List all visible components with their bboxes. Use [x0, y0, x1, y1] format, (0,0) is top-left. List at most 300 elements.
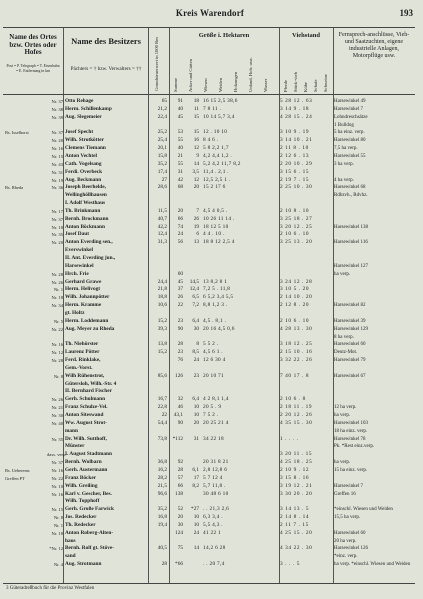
cell-nr: Nr. 37 [51, 99, 63, 104]
cell-rest: 5,7 11,8 . [203, 482, 226, 489]
cell-ak: 19 [193, 223, 199, 230]
cell-note: 12 ha verp. [334, 405, 357, 411]
cell-nr: Nr. 26 [51, 279, 63, 285]
cell-note: Harsewinkel 49 [334, 99, 366, 104]
cell-nr: Nr. 22 [51, 326, 63, 332]
cell-sum: 138 [175, 490, 183, 497]
cell-nr: Nr. 28 [51, 358, 63, 364]
cell-ak: 8,2 [192, 482, 199, 489]
cell-name: Herm. Helivogt [65, 286, 101, 293]
cell-wert: 13,8 [157, 341, 167, 348]
cell-wert: 11,5 [157, 207, 167, 214]
cell-sum: 40 [177, 105, 183, 112]
cell-sum: 22 [177, 302, 183, 309]
cell-vieh: 5 28 12 . 63 [280, 98, 313, 104]
table-row [3, 294, 415, 301]
table-row [3, 514, 415, 521]
cell-note: Harsewinkel 60 [334, 530, 366, 536]
cell-name: Karl v. Gescher, Bes. [65, 490, 112, 497]
cell-ak: 15 [193, 113, 199, 120]
table-row [3, 208, 415, 215]
cell-note: Harsewinkel 138 [334, 224, 369, 230]
cell-rest: 4 2 8,1 1,4 [203, 396, 229, 403]
cell-wert: 40,5 [157, 545, 167, 552]
cell-name: Wilh. Greiling [65, 482, 98, 489]
cell-rest: 4,5 4 0,5 . [203, 207, 228, 214]
cell-ort: Bs. Isselhorst [5, 130, 29, 136]
cell-vieh: 2 10 9 . 12 [280, 466, 310, 473]
cell-vieh: 2 25 10 . 30 [280, 184, 313, 191]
cell-name: Bernh. Rolf gt. Stöve- [65, 545, 114, 552]
col-vieh-header: Viehstand [292, 32, 320, 39]
cell-nr: Nr. 22 [51, 475, 63, 481]
cell-nr: Nr. 43 [51, 161, 63, 167]
cell-vieh: 2 14 10 . 20 [280, 294, 313, 301]
cell-note: 8 ha verp. [334, 334, 354, 340]
cell-ak: 16 [193, 137, 199, 144]
cell-sum: 52 [177, 506, 183, 513]
cell-rest: 2,8 12,8 6 [203, 466, 228, 473]
cell-note: *einschl. Wiesen und Weiden [334, 507, 393, 513]
cell-ak: 23 [193, 372, 199, 379]
vieh-sub-header: Stück-vieh [293, 72, 298, 92]
cell-sum: 55 [177, 160, 183, 167]
cell-name: Aug. Beckmann [65, 176, 102, 183]
cell-nr: Nr. 18 [51, 224, 63, 230]
cell-rest: 15 2 17 6 [203, 184, 226, 191]
cell-name: Herm. Loddemann [65, 317, 109, 324]
cell-wert: 16,2 [157, 466, 167, 473]
cell-note: Greffen 16 [334, 491, 356, 497]
cell-vieh: 3 19 12 . 21 [280, 482, 313, 489]
cell-note: Harsewinkel 68 [334, 185, 366, 191]
cell-wert: 19,4 [157, 521, 167, 528]
cell-rest: 41 22 1 [203, 529, 221, 536]
cell-vieh: 3 10 5 . 20 [280, 286, 310, 293]
table-row [3, 184, 415, 191]
cell-note: Harsewinkel 60 [334, 342, 366, 348]
cell-vieh: 2 12 8 . 20 [280, 302, 310, 309]
table-row [3, 334, 415, 341]
cell-wert: 31,3 [157, 239, 167, 246]
cell-nr: Nr. 21 [51, 405, 63, 411]
cell-name: II. Ant. Everding jun., [65, 255, 116, 261]
cell-ort: Bs. Rheda [5, 185, 24, 191]
cell-ak: 7 [196, 207, 199, 214]
cell-rest: 10 14 5,7 3,4 [203, 113, 235, 120]
cell-wert: 28 [161, 561, 167, 568]
cell-wert: 27 [161, 176, 167, 183]
cell-vieh: 2 11 7 . 15 [280, 521, 309, 528]
cell-note: 3 ha verp. [334, 161, 354, 167]
cell-wert: 21,5 [157, 482, 167, 489]
register-table [3, 27, 415, 584]
cell-nr: Nr. 35 [51, 436, 63, 442]
cell-vieh: 2 18 11 . 19 [280, 404, 313, 411]
table-row [3, 255, 415, 262]
cell-wert: 39,3 [157, 325, 167, 332]
cell-rest: 5 5 2 . [203, 341, 219, 348]
cell-ak: 12 [193, 176, 199, 183]
vieh-sub-header: Pferde [283, 80, 288, 92]
cell-nr: Nr. 19 [51, 177, 63, 183]
cell-nr: Nr. 37 [51, 460, 63, 466]
table-row [3, 239, 415, 246]
cell-rest: 30 48 6 10 [203, 490, 229, 497]
cell-name: Jos. Redecker [65, 514, 97, 521]
cell-nr: Nr. 16 [51, 342, 63, 348]
cell-ak: 11 [193, 105, 199, 112]
table-row [3, 506, 415, 513]
cell-note: Harsewinkel 79 [334, 358, 366, 364]
cell-name: Anton Vechtel [65, 152, 97, 159]
cell-name: Cath. Vogelsang [65, 160, 102, 167]
cell-wert: 15,2 [157, 317, 167, 324]
cell-ak: 18 [193, 98, 199, 104]
cell-sum: 45 [177, 113, 183, 120]
cell-rest: 12 6 30 4 [203, 357, 226, 364]
cell-sum: 68 [177, 184, 183, 191]
cell-note: 18 ha einz. verp. [334, 428, 368, 434]
cell-nr: Nr. 26 [51, 397, 63, 403]
cell-note: Harsewinkel 67 [334, 373, 366, 379]
cell-wert: 18,8 [157, 294, 167, 301]
cell-rest: 4,5 6 1 . [203, 349, 223, 356]
table-row [3, 318, 415, 325]
table-row [3, 388, 415, 395]
cell-ak: *27 [191, 506, 199, 513]
cell-nr: Nr. 28 [51, 271, 63, 277]
cell-note: 15,5 ha verp. [334, 515, 361, 521]
cell-wert: 12,4 [157, 231, 167, 238]
cell-ak: 10 [193, 404, 199, 411]
cell-name: II. Bernhard Fischer [65, 388, 112, 395]
cell-nr: Nr. 12 [51, 350, 63, 356]
groesse-sub-header: Unland, Hofr. usw. [248, 57, 253, 92]
cell-name: Bernh. Wolbarn [65, 459, 102, 466]
col-groesse-header: Größe i. Hektaren [198, 32, 250, 39]
cell-nr: Nr. 8 [53, 373, 63, 379]
cell-nr: Nr. 40 [51, 420, 63, 426]
cell-rest: 8,8 1,2 3 . [203, 302, 228, 309]
table-row [3, 467, 415, 474]
cell-name: Gütersloh, Wilh.-Str. 4 [65, 380, 117, 387]
cell-ak: 8 [196, 341, 199, 348]
table-row [3, 106, 415, 113]
cell-vieh: 2 20 10 . 29 [280, 160, 313, 167]
table-row [3, 169, 415, 176]
cell-rest: 4,5 . 8,1 . [203, 317, 227, 324]
cell-rest: 12 . 10 10 [203, 129, 228, 136]
cell-note: 7,5 ha verp. [334, 146, 358, 152]
cell-name: Aug. Strotmann [65, 561, 102, 568]
cell-wert: 28,6 [157, 184, 167, 191]
cell-rest: 7 5 2 . [203, 412, 219, 418]
cell-sum: 90 [177, 325, 183, 332]
cell-wert: 22,4 [157, 113, 167, 120]
table-row [3, 200, 415, 207]
col-ort-legend: Post = P. Telegraph = T. Eisenbahn = E. Entfernung in km [6, 64, 60, 73]
cell-rest: 20 31 8 21 [203, 459, 229, 466]
cell-nr: Nr. 5 [53, 318, 63, 324]
cell-note: *einz. verp. [334, 554, 358, 560]
groesse-sub-header: Summe [173, 77, 178, 92]
table-row [3, 177, 415, 184]
cell-rest: 16 15 2,5 38,6 [203, 98, 238, 104]
cell-sum: *66 [175, 561, 183, 568]
cell-ak: 13 [193, 239, 199, 246]
table-row [3, 459, 415, 466]
cell-name: Gem.-Vorst. [65, 364, 93, 371]
cell-ak: 14 [193, 160, 199, 167]
cell-name: I. Adolf Westhaus [65, 200, 106, 207]
cell-name: Aug. Slegemeier [65, 113, 102, 120]
cell-vieh: 3 30 20 . 20 [280, 490, 313, 497]
cell-rest: 18 12 5 10 [203, 223, 229, 230]
groesse-sub-header: Wasser [263, 78, 268, 92]
cell-name: Gerhard Grawe [65, 278, 102, 285]
cell-ak: 26 [193, 215, 199, 222]
cell-vieh: 3 14 10 . 21 [280, 137, 313, 144]
table-row [3, 491, 415, 498]
cell-vieh: 3 . . . 5 [280, 561, 300, 568]
table-row [3, 326, 415, 333]
cell-nr: Nr. 39 [51, 114, 63, 120]
table-row [3, 286, 415, 293]
cell-sum: 74 [177, 223, 183, 230]
cell-sum: 126 [175, 372, 183, 379]
cell-note: 15 ha einz. verp. [334, 467, 368, 473]
cell-ak: 8,5 [192, 349, 199, 356]
table-row [3, 145, 415, 152]
cell-name: Clemens Tiemann [65, 145, 106, 152]
cell-name: Th. Niehörster [65, 341, 99, 348]
table-row [3, 302, 415, 309]
cell-sum: 20 [177, 514, 183, 521]
cell-rest: 20 5 . 9 [203, 404, 222, 411]
cell-rest: 5,2 4,2 11,7 8,2 [203, 160, 241, 167]
cell-vieh: 2 11 8 . 10 [280, 145, 309, 152]
cell-vieh: 3 24 12 . 28 [280, 278, 313, 285]
cell-name: Herm. Kramme [65, 302, 102, 309]
cell-vieh: 4 25 18 . 25 [280, 459, 313, 466]
cell-vieh: 3 20 12 . 25 [280, 223, 313, 230]
cell-rest: 12,5 2,5 1 . [203, 176, 231, 183]
cell-name: Bernh. Brockmann [65, 215, 109, 222]
table-row [3, 263, 415, 270]
cell-rest: 5 7 12 4 [203, 474, 223, 481]
table-row [3, 475, 415, 482]
cell-wert: 36,8 [157, 459, 167, 466]
cell-sum: 91 [177, 98, 183, 104]
cell-nr: Nr. 16 [51, 467, 63, 473]
table-row [3, 381, 415, 388]
cell-note: Harsewinkel 39 [334, 318, 366, 324]
table-row [3, 412, 415, 419]
cell-wert: 96,6 [157, 490, 167, 497]
cell-name: Joseph Beerhelde, [65, 184, 106, 191]
cell-sum: 76 [177, 357, 183, 364]
cell-rest: . . 20 7,4 [203, 561, 225, 568]
cell-wert: 85,6 [157, 372, 167, 379]
cell-nr: *Nr. 12 [49, 546, 63, 552]
cell-ak: 6 [196, 231, 199, 238]
cell-ak: 31 [193, 435, 199, 442]
cell-nr: Nr. 34 [51, 303, 63, 309]
cell-name: Münster [65, 443, 85, 450]
cell-ak: 6,5 [192, 294, 199, 301]
cell-sum: 28 [177, 341, 183, 348]
cell-vieh: 3 14 9 . 18 [280, 105, 310, 112]
cell-rest: 5,5 4,3 . [203, 521, 223, 528]
cell-vieh: 3 25 13 . 20 [280, 239, 313, 246]
cell-nr: Nr. 15 [51, 507, 63, 513]
vieh-sub-header: Schafe [313, 79, 318, 92]
cell-name: gt. Holtz [65, 309, 85, 316]
cell-name: Franz Böcker [65, 474, 97, 481]
cell-note: ha verp. [334, 460, 351, 466]
table-row [3, 129, 415, 136]
cell-nr: Nr. 20 [51, 240, 63, 246]
cell-nr: Nr. 1 [53, 522, 63, 528]
cell-rest: 4,2 4,4 1,2 . [203, 152, 233, 159]
cell-rest: 20 16 4,5 0,6 [203, 325, 235, 332]
cell-nr: Nr. 17 [51, 208, 63, 214]
cell-vieh: 3 10 9 . 19 [280, 129, 310, 136]
cell-wert: 22 [161, 412, 167, 418]
col-fern-header: Fernsprech-anschlüsse, Vieh- und Saatzuchten, eigene industrielle Anlagen, Motorpflüge usw. [338, 32, 410, 59]
cell-name: Wilh. Topphoff [65, 498, 100, 505]
cell-sum: 43,1 [173, 412, 183, 418]
cell-ak: 7,2 [192, 302, 199, 309]
groesse-sub-header: Acker und Gärten [188, 59, 193, 92]
cell-name: Th. Brinkmann [65, 207, 101, 214]
table-row [3, 114, 415, 121]
table-row [3, 428, 415, 435]
cell-vieh: 2 12 6 . 13 [280, 152, 310, 159]
cell-rest: 14,2 6 28 [203, 545, 226, 552]
cell-name: Aug. Meyer zu Rheda [65, 325, 115, 332]
cell-vieh: 4 28 13 . 30 [280, 325, 313, 332]
groesse-sub-header: Holzungen [233, 71, 238, 92]
cell-wert: 15,2 [157, 349, 167, 356]
cell-sum: 66 [177, 482, 183, 489]
col-ort-header: Name des Ortes bzw. Ortes oder Hofes [9, 33, 57, 56]
cell-name: Franz Schulze-Vel. [65, 404, 108, 411]
cell-sum: *112 [172, 435, 183, 442]
cell-vieh: 3 25 18 . 27 [280, 215, 313, 222]
cell-sum: 53 [177, 129, 183, 136]
cell-ak: 24 [193, 529, 199, 536]
page-number: 193 [399, 8, 413, 18]
cell-note: Harsewinkel 7 [334, 106, 364, 112]
cell-vieh: 4 34 22 . 30 [280, 545, 313, 552]
cell-wert: 25,2 [157, 129, 167, 136]
cell-name: Herm. Schillenkamp [65, 105, 112, 112]
cell-name: Th. Redecker [65, 521, 96, 528]
cell-name: Gerh. Große Farwick [65, 506, 114, 513]
cell-vieh: 3 14 13 . 5 [280, 506, 310, 513]
cell-sum: 28 [177, 466, 183, 473]
cell-sum: 55 [177, 137, 183, 144]
table-row [3, 98, 415, 105]
table-row [3, 498, 415, 505]
cell-note: Harsewinkel 103 [334, 420, 369, 426]
cell-sum: 42 [177, 176, 183, 183]
cell-rest: 11,4 . 2,1 . [203, 168, 229, 175]
cell-ort: Greffen PT [5, 475, 25, 481]
table-row [3, 192, 415, 199]
page-footer: 3 Güteradreßbuch für die Provinz Westfalen [6, 586, 95, 591]
cell-ak: 15 [193, 129, 199, 136]
cell-nr: Nr. 31 [51, 169, 63, 175]
cell-ak: 24 [193, 357, 199, 364]
table-row [3, 365, 415, 372]
cell-rest: . . 21,3 2,6 [203, 506, 230, 513]
cell-wert: 21,2 [157, 105, 167, 112]
cell-vieh: 4 25 15 . 20 [280, 529, 313, 536]
table-row [3, 310, 415, 317]
cell-sum: 31 [177, 168, 183, 175]
cell-wert: 24,4 [157, 278, 167, 285]
cell-note: Pk. *Rest einz.verp. [334, 444, 375, 450]
cell-sum: 60 [177, 270, 183, 277]
cell-nr: Nr. 8 [53, 515, 63, 521]
cell-rest: 34 22 18 [203, 435, 224, 442]
cell-vieh: 3 15 6 . 15 [280, 168, 310, 175]
table-row [3, 231, 415, 238]
cell-nr: Nr. 16 [51, 146, 63, 152]
table-row [3, 436, 415, 443]
cell-sum: 40 [177, 145, 183, 152]
table-row [3, 545, 415, 552]
cell-note: Harsewinkel 116 [334, 240, 368, 246]
cell-sum: 46 [177, 404, 183, 411]
table-row [3, 271, 415, 278]
table-row [3, 122, 415, 129]
cell-wert: 42,2 [157, 223, 167, 230]
cell-ak: 10 [193, 412, 199, 418]
cell-note: Harsewinkel 82 [334, 303, 366, 309]
cell-nr: dass. verp. [47, 452, 67, 458]
cell-name: I. August Stadtmann [65, 451, 112, 458]
cell-wert: 25,4 [157, 137, 167, 144]
cell-note: Harsewinkel 55 [334, 153, 366, 159]
cell-wert: 20,1 [157, 145, 167, 152]
cell-nr: Nr. 37 [51, 216, 63, 222]
cell-name: Wellinghöllhausen [65, 192, 107, 199]
col-besitzer-header: Name des Besitzers [71, 36, 141, 46]
cell-wert: 40,7 [157, 215, 167, 222]
table-row [3, 137, 415, 144]
table-row [3, 553, 415, 560]
cell-name: Otto Rehage [65, 98, 94, 104]
cell-wert: 16,8 [157, 514, 167, 521]
cell-vieh: 1 . . . . [280, 435, 299, 442]
page-title: Kreis Warendorf [175, 8, 245, 18]
cell-name: Josef Daut [65, 231, 89, 238]
cell-wert: 15,8 [157, 152, 167, 159]
cell-name: Hrch. Frie [65, 270, 89, 277]
cell-name: Ferd. Rinklake, [65, 357, 101, 364]
cell-rest: 20 25 21 4 [203, 419, 229, 426]
cell-rest: 13 8,2 8 1 [203, 278, 228, 285]
cell-ak: 20 [193, 419, 199, 426]
table-row [3, 538, 415, 545]
cell-name: Laurenz Pötter [65, 349, 100, 356]
cell-nr: Nr. 18 [51, 295, 63, 301]
cell-name: sand [65, 553, 76, 560]
